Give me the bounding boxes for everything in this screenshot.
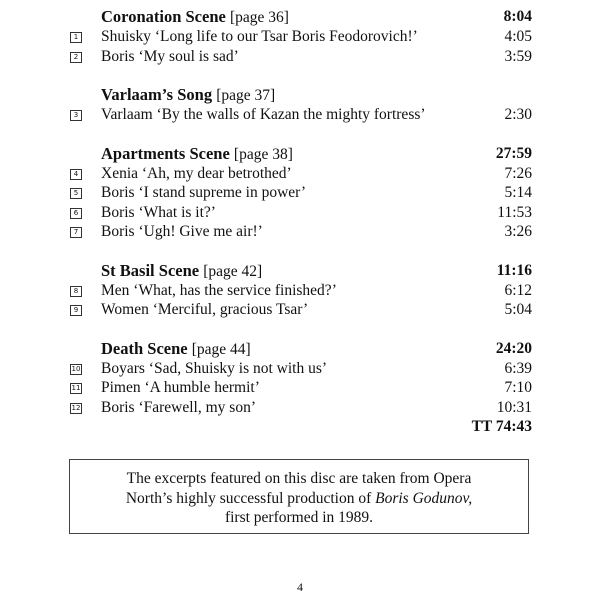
scene-page-ref: [page 44]	[191, 340, 251, 358]
track-row	[70, 164, 532, 184]
track-row	[70, 398, 532, 418]
note-line-1: The excerpts featured on this disc are taken from Opera	[126, 470, 472, 487]
scene-header	[70, 84, 532, 105]
track-title: Xenia ‘Ah, my dear betrothed’	[101, 164, 292, 182]
scene-name: Varlaam’s Song	[101, 85, 213, 104]
scene-name: St Basil Scene	[101, 260, 200, 280]
opera-title: Boris Godunov,	[375, 489, 473, 507]
scene-duration: 8:04	[503, 8, 532, 25]
scene-duration: 24:20	[495, 339, 532, 357]
scene-name: Death Scene	[101, 338, 188, 358]
track-duration: 4:05	[504, 28, 532, 45]
track-row	[70, 281, 532, 301]
track-title: Varlaam ‘By the walls of Kazan the mighty fortress’	[101, 106, 426, 123]
track-row	[70, 47, 532, 67]
track-duration: 7:10	[504, 379, 532, 396]
track-number-box: 3	[70, 110, 82, 121]
track-duration: 3:26	[504, 223, 532, 240]
scene-name: Apartments Scene	[101, 143, 230, 163]
track-title: Boris ‘Farewell, my son’	[101, 398, 256, 416]
track-duration: 3:59	[504, 47, 532, 65]
scene-header	[70, 143, 532, 164]
track-number-box: 9	[70, 305, 82, 316]
scene-title	[101, 260, 262, 282]
note-line-3: first performed in 1989.	[224, 509, 374, 526]
track-number-box: 10	[71, 364, 81, 373]
scene-duration: 11:16	[496, 261, 532, 279]
scene-title	[101, 84, 275, 106]
track-title: Pimen ‘A humble hermit’	[101, 379, 260, 396]
total-time: TT 74:43	[471, 418, 532, 435]
track-number-box: 1	[70, 32, 82, 43]
scene-header	[70, 338, 532, 359]
scene-header	[70, 6, 532, 27]
scene-title	[101, 338, 251, 360]
production-note-box	[69, 459, 529, 534]
scene-name: Coronation Scene	[101, 7, 226, 26]
scene-section	[70, 143, 532, 242]
track-number-box: 2	[70, 52, 82, 63]
track-row	[70, 183, 532, 203]
scene-page-ref: [page 42]	[203, 262, 263, 280]
track-row	[70, 359, 532, 379]
track-title: Boris ‘My soul is sad’	[101, 47, 239, 65]
track-title: Boris ‘Ugh! Give me air!’	[101, 223, 263, 240]
track-title: Shuisky ‘Long life to our Tsar Boris Feodorovich!’	[101, 28, 418, 45]
scene-section	[70, 338, 532, 435]
track-duration: 7:26	[504, 164, 532, 182]
track-duration: 6:39	[504, 359, 532, 377]
track-row	[70, 27, 532, 47]
track-number-box: 7	[70, 227, 82, 238]
track-duration: 5:04	[504, 301, 532, 318]
track-number-box: 4	[70, 169, 82, 180]
track-number-box: 12	[71, 403, 81, 412]
track-duration: 5:14	[504, 184, 532, 201]
page-number: 4	[297, 580, 303, 594]
scene-title	[101, 6, 289, 28]
scene-page-ref: [page 38]	[233, 145, 293, 163]
track-row	[70, 300, 532, 320]
track-row	[70, 222, 532, 242]
track-number-box: 11	[71, 384, 81, 392]
track-number-box: 6	[70, 208, 82, 219]
track-title: Men ‘What, has the service finished?’	[101, 281, 337, 299]
track-duration: 6:12	[504, 281, 532, 299]
track-title: Boris ‘I stand supreme in power’	[101, 184, 307, 201]
track-title: Boris ‘What is it?’	[101, 203, 216, 221]
scene-header	[70, 260, 532, 281]
scene-page-ref: [page 36]	[229, 9, 289, 26]
scene-section	[70, 260, 532, 320]
track-duration: 2:30	[504, 106, 532, 123]
track-duration: 10:31	[496, 398, 532, 416]
track-number-box: 5	[70, 188, 82, 199]
note-line-2-text: North’s highly successful production of	[125, 489, 376, 507]
track-row	[70, 203, 532, 223]
scene-title	[101, 143, 293, 165]
note-line-2	[70, 489, 528, 509]
track-row	[70, 378, 532, 398]
track-title: Women ‘Merciful, gracious Tsar’	[101, 301, 309, 318]
track-list	[70, 6, 532, 435]
track-title: Boyars ‘Sad, Shuisky is not with us’	[101, 359, 328, 377]
track-number-box: 8	[70, 286, 82, 297]
scene-section	[70, 84, 532, 125]
scene-duration: 27:59	[495, 144, 532, 162]
scene-section	[70, 6, 532, 66]
scene-page-ref: [page 37]	[216, 87, 276, 104]
track-duration: 11:53	[497, 203, 532, 221]
track-row	[70, 105, 532, 125]
